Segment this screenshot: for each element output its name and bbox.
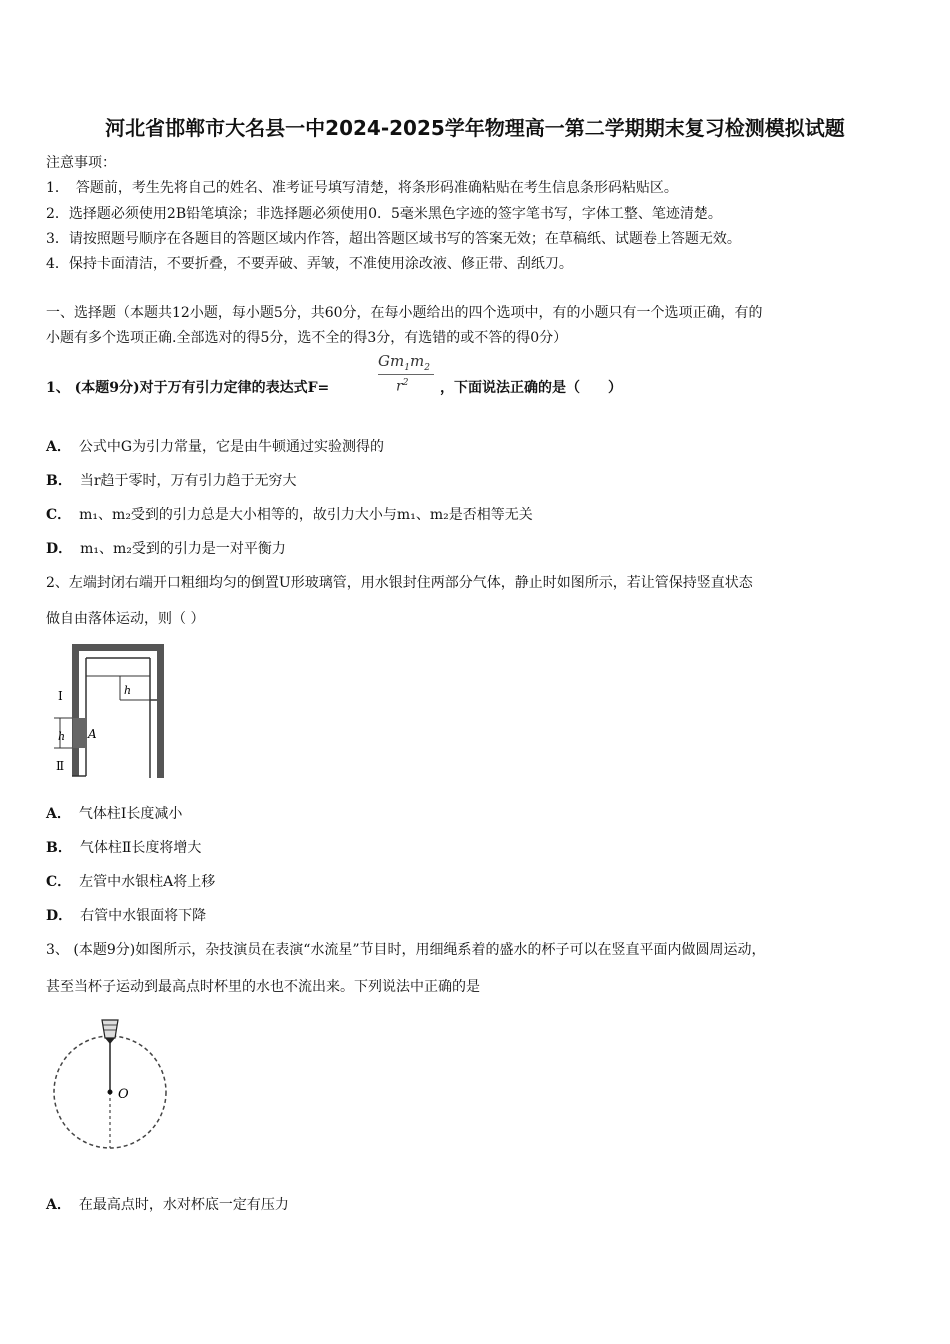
tube-left-wall	[72, 644, 79, 776]
notice-heading: 注意事项：	[46, 155, 116, 171]
fraction-bar	[378, 374, 434, 375]
q2-option-c: C． 左管中水银柱A将上移	[46, 874, 216, 890]
center-point	[108, 1090, 113, 1095]
water-cup	[102, 1020, 118, 1038]
tube-top-wall	[72, 644, 164, 651]
mercury-column-a	[73, 718, 85, 748]
label-gas-ii: Ⅱ	[56, 759, 65, 773]
label-o: O	[118, 1087, 129, 1102]
notice-item-3: 3．请按照题号顺序在各题目的答题区域内作答，超出答题区域书写的答案无效；在草稿纸、试题卷上答题无效。	[46, 231, 741, 247]
q1-stem-prefix: 1、 (本题9分)对于万有引力定律的表达式F=	[46, 380, 330, 396]
notice-item-1: 1． 答题前，考生先将自己的姓名、准考证号填写清楚，将条形码准确粘贴在考生信息条形码粘贴区。	[46, 180, 678, 196]
formula-numerator: Gm	[378, 352, 405, 370]
q1-option-a: A． 公式中G为引力常量，它是由牛顿通过实验测得的	[46, 439, 385, 455]
water-meteor-figure	[48, 1012, 174, 1160]
q1-stem-suffix: ，下面说法正确的是（ ）	[440, 380, 622, 396]
u-tube-figure	[40, 638, 170, 783]
formula-sub-1: 1	[404, 363, 410, 373]
q3-stem-line-2: 甚至当杯子运动到最高点时杯里的水也不流出来。下列说法中正确的是	[46, 979, 480, 995]
tube-right-wall	[157, 644, 164, 778]
formula-sub-2: 2	[424, 363, 430, 373]
label-h-right: h	[124, 684, 132, 697]
label-gas-i: I	[58, 689, 63, 703]
notice-item-2: 2．选择题必须使用2B铅笔填涂；非选择题必须使用0．5毫米黑色字迹的签字笔书写，字体工整、笔迹清楚。	[46, 206, 722, 222]
q2-stem-line-1: 2、左端封闭右端开口粗细均匀的倒置U形玻璃管，用水银封住两部分气体，静止时如图所示，若让管保持竖直状态	[46, 575, 753, 591]
label-h-left: h	[58, 730, 66, 743]
q2-option-a: A． 气体柱Ⅰ长度减小	[46, 806, 183, 822]
formula-denominator: r	[396, 378, 403, 395]
q1-formula	[378, 352, 438, 402]
label-a: A	[88, 727, 97, 741]
q1-option-b: B． 当r趋于零时，万有引力趋于无穷大	[46, 473, 297, 489]
q2-option-b: B． 气体柱Ⅱ长度将增大	[46, 840, 202, 856]
section-intro-line-2: 小题有多个选项正确.全部选对的得5分，选不全的得3分，有选错的或不答的得0分）	[46, 330, 568, 346]
page-title: 河北省邯郸市大名县一中2024-2025学年物理高一第二学期期末复习检测模拟试题	[105, 116, 845, 140]
q3-option-a: A． 在最高点时，水对杯底一定有压力	[46, 1197, 289, 1213]
notice-item-4: 4．保持卡面清洁，不要折叠，不要弄破、弄皱，不准使用涂改液、修正带、刮纸刀。	[46, 256, 573, 272]
q2-stem-line-2: 做自由落体运动，则（ ）	[46, 611, 205, 627]
q1-option-c: C． m₁、m₂受到的引力总是大小相等的，故引力大小与m₁、m₂是否相等无关	[46, 507, 533, 523]
q3-stem-line-1: 3、 (本题9分)如图所示，杂技演员在表演“水流星”节目时，用细绳系着的盛水的杯子可以在竖直平面内做圆周运动，	[46, 942, 766, 958]
formula-sup: 2	[402, 378, 409, 388]
formula-m2: m	[409, 352, 425, 370]
section-intro-line-1: 一、选择题（本题共12小题，每小题5分，共60分，在每小题给出的四个选项中，有的小题只有一个选项正确，有的	[46, 305, 763, 321]
q1-option-d: D． m₁、m₂受到的引力是一对平衡力	[46, 541, 286, 557]
q2-option-d: D． 右管中水银面将下降	[46, 908, 207, 924]
